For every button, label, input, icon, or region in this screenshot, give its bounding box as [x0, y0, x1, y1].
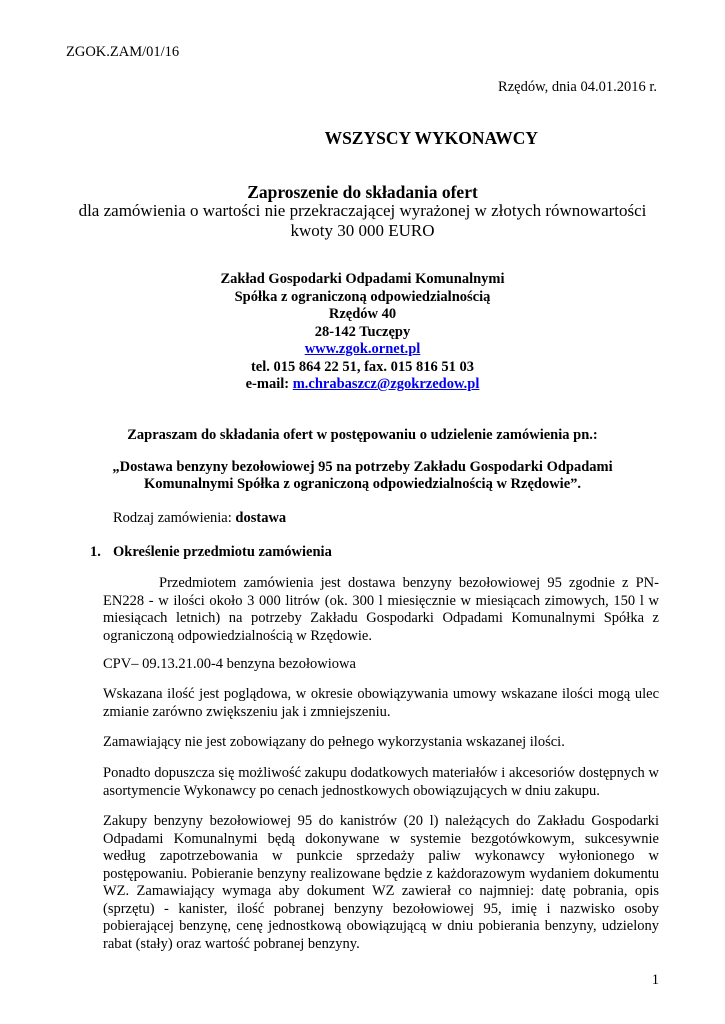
section-1-number: 1. — [90, 544, 101, 560]
title-subline-2: kwoty 30 000 EURO — [290, 221, 435, 240]
order-type-label: Rodzaj zamówienia: — [113, 510, 236, 526]
section-1-heading: Określenie przedmiotu zamówienia — [113, 544, 332, 560]
place-and-date: Rzędów, dnia 04.01.2016 r. — [498, 79, 657, 95]
order-subject-line-2: Komunalnymi Spółka z ograniczoną odpowiedzialnością w Rzędowie”. — [143, 476, 582, 492]
recipients-heading: WSZYSCY WYKONAWCY — [324, 128, 538, 148]
order-type — [113, 510, 286, 527]
section-1-paragraph-4: Zamawiający nie jest zobowiązany do pełnego wykorzystania wskazanej ilości. — [103, 734, 565, 750]
website-link[interactable]: www.zgok.ornet.pl — [304, 341, 421, 357]
section-1-paragraph-3: Wskazana ilość jest poglądowa, w okresie obowiązywania umowy wskazane ilości mogą ulec zmianie zarówno zwiększeniu jak i zmniejszeniu. — [103, 686, 659, 720]
email-link[interactable]: m.chrabaszcz@zgokrzedow.pl — [292, 376, 480, 392]
section-1-paragraph-5: Ponadto dopuszcza się możliwość zakupu dodatkowych materiałów i akcesoriów dostępnych w asortymencie Wykonawcy po cenach jednostkowych obowiązujących w dniu zakupu. — [103, 765, 659, 799]
section-1-cpv: CPV– 09.13.21.00-4 benzyna bezołowiowa — [103, 656, 356, 672]
invitation-intro: Zapraszam do składania ofert w postępowaniu o udzielenie zamówienia pn.: — [127, 427, 598, 443]
title-subline-1: dla zamówienia o wartości nie przekraczającej wyrażonej w złotych równowartości — [78, 201, 647, 220]
organization-postal: 28-142 Tuczępy — [314, 323, 411, 340]
order-subject-line-1: „Dostawa benzyny bezołowiowej 95 na potrzeby Zakładu Gospodarki Odpadami — [112, 459, 613, 475]
organization-legal-form: Spółka z ograniczoną odpowiedzialnością — [234, 288, 491, 305]
section-1-paragraph-6: Zakupy benzyny bezołowiowej 95 do kanistrów (20 l) należących do Zakładu Gospodarki Odpadami Komunalnymi będą dokonywane w systemie bezgotówkowym, sukcesywnie według zapotrzebowania w punkcie sprzedaży paliw wykonawcy wyłonionego w postępowaniu. Pobieranie benzyny realizowane będzie z każdorazowym wydaniem dokumentu WZ. Zamawiający wymaga aby dokument WZ zawierał co najmniej: datę pobrania, opis (sprzętu) - kanister, ilość pobranej benzyny bezołowiowej 95, imię i nazwisko osoby pobierającej benzynę, cenę jednostkową obowiązującą w dniu pobierania benzyny, udzielony rabat (stały) oraz wartość pobranej benzyny. — [103, 813, 659, 952]
organization-phone-fax: tel. 015 864 22 51, fax. 015 816 51 03 — [250, 358, 475, 375]
section-1-paragraph-1: Przedmiotem zamówienia jest dostawa benzyny bezołowiowej 95 zgodnie z PN-EN228 - w ilości około 3 000 litrów (ok. 300 l miesięcznie w miesiącach zimowych, 150 l w miesiącach letnich) na potrzeby Zakładu Gospodarki Odpadami Komunalnymi Spółka z ograniczoną odpowiedzialnością w Rzędowie. — [103, 575, 659, 644]
email-label: e-mail: — [245, 376, 293, 392]
page-number: 1 — [651, 972, 659, 988]
document-reference: ZGOK.ZAM/01/16 — [66, 44, 180, 60]
organization-street: Rzędów 40 — [328, 306, 397, 322]
document-title: Zaproszenie do składania ofert — [247, 182, 478, 202]
organization-name: Zakład Gospodarki Odpadami Komunalnymi — [220, 271, 505, 287]
order-type-value: dostawa — [235, 510, 287, 526]
organization-block — [60, 271, 665, 394]
